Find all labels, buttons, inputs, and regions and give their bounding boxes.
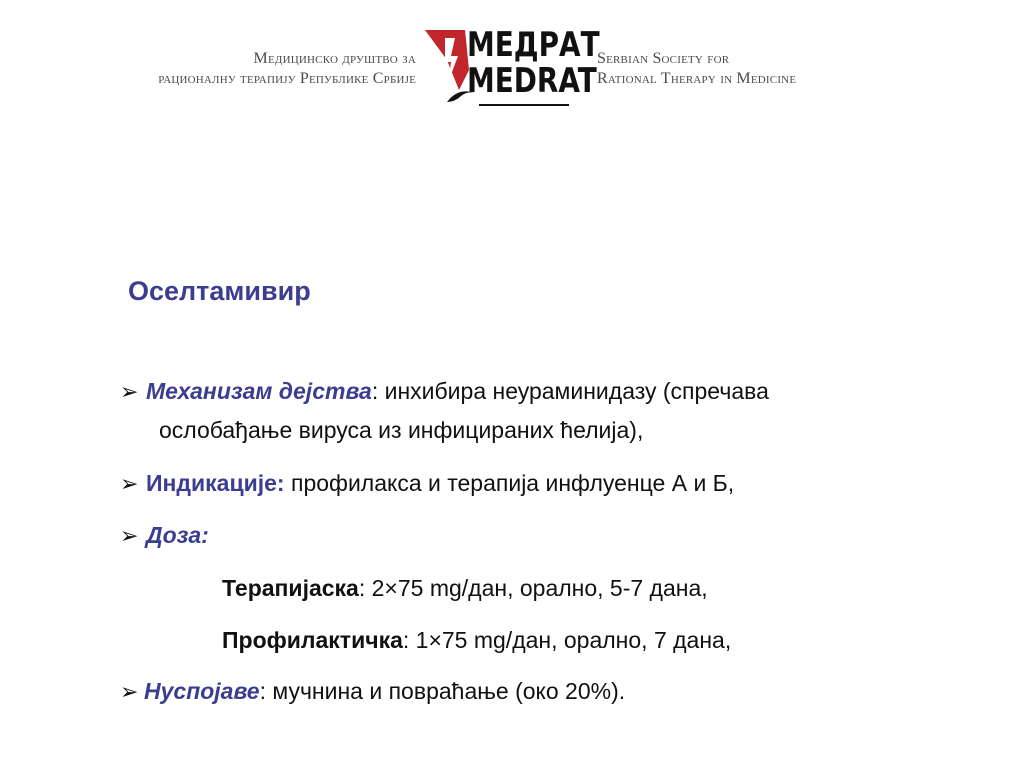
item-label: Доза: xyxy=(146,522,209,548)
sub-label: Терапијаска xyxy=(222,575,359,601)
item-label: Механизам дејства xyxy=(146,378,372,404)
header-right-text xyxy=(597,49,897,89)
sub-text: : 2×75 mg/дан, орално, 5-7 дана, xyxy=(358,575,708,601)
header-right-line1: Serbian Society for xyxy=(597,50,730,67)
sub-label: Профилактичка xyxy=(222,627,403,653)
logo-text-latin: MEDRAT xyxy=(467,61,597,101)
header-left-line1: Медицинско друштво за xyxy=(253,50,416,67)
sub-text: : 1×75 mg/дан, орално, 7 дана, xyxy=(402,627,732,653)
dose-therapeutic xyxy=(222,575,708,602)
medrat-logo xyxy=(425,24,600,110)
list-item-dose xyxy=(120,522,209,549)
bullet-arrow-icon: ➢ xyxy=(120,523,139,548)
bullet-arrow-icon: ➢ xyxy=(120,471,139,496)
list-item-mechanism xyxy=(120,378,769,405)
item-text: профилакса и терапија инфлуенце А и Б, xyxy=(284,470,735,496)
logo-underline xyxy=(479,104,569,106)
header-left-line2: рационалну терапију Републике Србије xyxy=(158,70,416,87)
slide-title: Оселтамивир xyxy=(128,276,311,306)
header-right-line2: Rational Therapy in Medicine xyxy=(597,70,797,87)
bullet-arrow-icon: ➢ xyxy=(120,379,139,404)
list-item-side-effects xyxy=(120,678,625,705)
item-label: Нуспојаве xyxy=(144,678,260,704)
header-left-text xyxy=(80,49,416,89)
list-item-indications xyxy=(120,470,734,497)
item-label: Индикације: xyxy=(146,470,285,496)
bullet-arrow-icon: ➢ xyxy=(120,679,139,704)
dose-prophylactic xyxy=(222,627,731,654)
item-text: : инхибира неураминидазу (спречава xyxy=(371,378,769,404)
list-item-mechanism-continuation: ослобађање вируса из инфицираних ћелија), xyxy=(159,417,644,443)
logo-text-cyrillic: МЕДРАТ xyxy=(467,25,600,65)
item-text: : мучнина и повраћање (око 20%). xyxy=(259,678,626,704)
